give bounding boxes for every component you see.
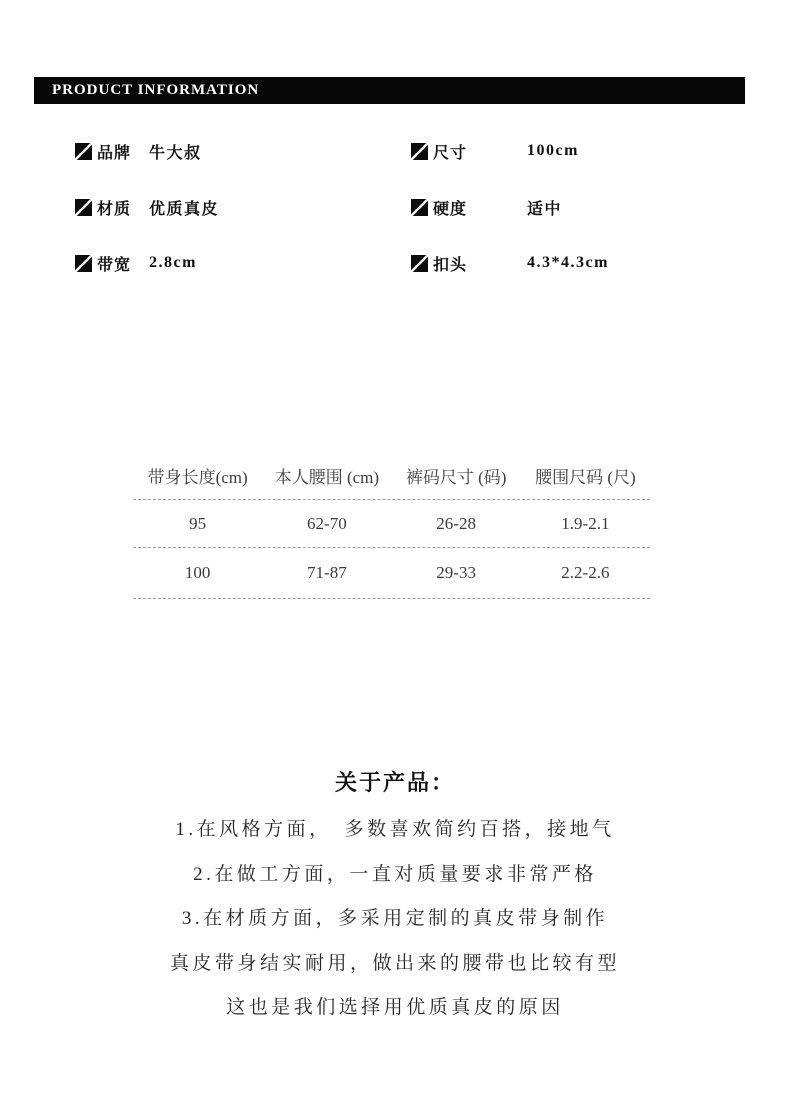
attr-label: 扣头 xyxy=(433,256,468,274)
attr-label: 硬度 xyxy=(433,200,468,218)
size-table-header: 本人腰围 (cm) xyxy=(274,468,380,487)
attr-size xyxy=(411,141,579,161)
size-table-cell: 62-70 xyxy=(307,513,347,533)
square-slash-icon xyxy=(75,255,92,272)
size-table-cell: 1.9-2.1 xyxy=(561,513,610,533)
attr-label: 材质 xyxy=(97,200,132,218)
section-header-bar xyxy=(34,77,745,104)
attr-value: 2.8cm xyxy=(149,254,197,271)
size-table-cell: 29-33 xyxy=(436,563,476,582)
square-slash-icon xyxy=(411,255,428,272)
attr-material xyxy=(75,197,219,217)
size-table-cell: 71-87 xyxy=(307,563,347,582)
size-table-cell: 100 xyxy=(184,563,211,582)
attr-value: 4.3*4.3cm xyxy=(527,254,609,271)
attr-label: 带宽 xyxy=(97,256,132,274)
attr-value: 优质真皮 xyxy=(149,200,220,218)
attr-row xyxy=(0,141,790,161)
size-table-cell: 26-28 xyxy=(436,513,476,533)
size-table-cell: 95 xyxy=(189,513,207,533)
attr-width xyxy=(75,253,197,273)
attr-label: 品牌 xyxy=(97,144,132,162)
size-table-header: 腰围尺码 (尺) xyxy=(535,468,636,487)
size-table-header-row xyxy=(133,452,650,500)
size-table-header: 裤码尺寸 (码) xyxy=(405,468,507,487)
attr-row xyxy=(0,253,790,273)
square-slash-icon xyxy=(411,143,428,160)
about-line: 这也是我们选择用优质真皮的原因 xyxy=(226,997,564,1018)
about-section xyxy=(0,768,790,1031)
about-title: 关于产品： xyxy=(334,770,455,795)
attr-value: 适中 xyxy=(527,200,563,218)
about-line: 1.在风格方面， 多数喜欢简约百搭，接地气 xyxy=(175,819,615,840)
attr-row xyxy=(0,197,790,217)
size-table-row xyxy=(133,548,650,599)
attr-label: 尺寸 xyxy=(433,144,468,162)
square-slash-icon xyxy=(75,143,92,160)
attr-brand xyxy=(75,141,202,161)
square-slash-icon xyxy=(75,199,92,216)
size-table-row xyxy=(133,500,650,548)
attr-buckle xyxy=(411,253,609,273)
size-table xyxy=(133,452,650,599)
attr-hardness xyxy=(411,197,562,217)
size-table-cell: 2.2-2.6 xyxy=(561,563,610,582)
size-table-header: 带身长度(cm) xyxy=(147,468,248,487)
about-line: 3.在材质方面，多采用定制的真皮带身制作 xyxy=(181,908,609,929)
square-slash-icon xyxy=(411,199,428,216)
attr-value: 牛大叔 xyxy=(149,144,202,162)
attr-value: 100cm xyxy=(527,142,579,159)
about-line: 真皮带身结实耐用，做出来的腰带也比较有型 xyxy=(169,952,620,974)
section-title: PRODUCT INFORMATION xyxy=(52,82,260,98)
about-line: 2.在做工方面，一直对质量要求非常严格 xyxy=(193,863,597,885)
